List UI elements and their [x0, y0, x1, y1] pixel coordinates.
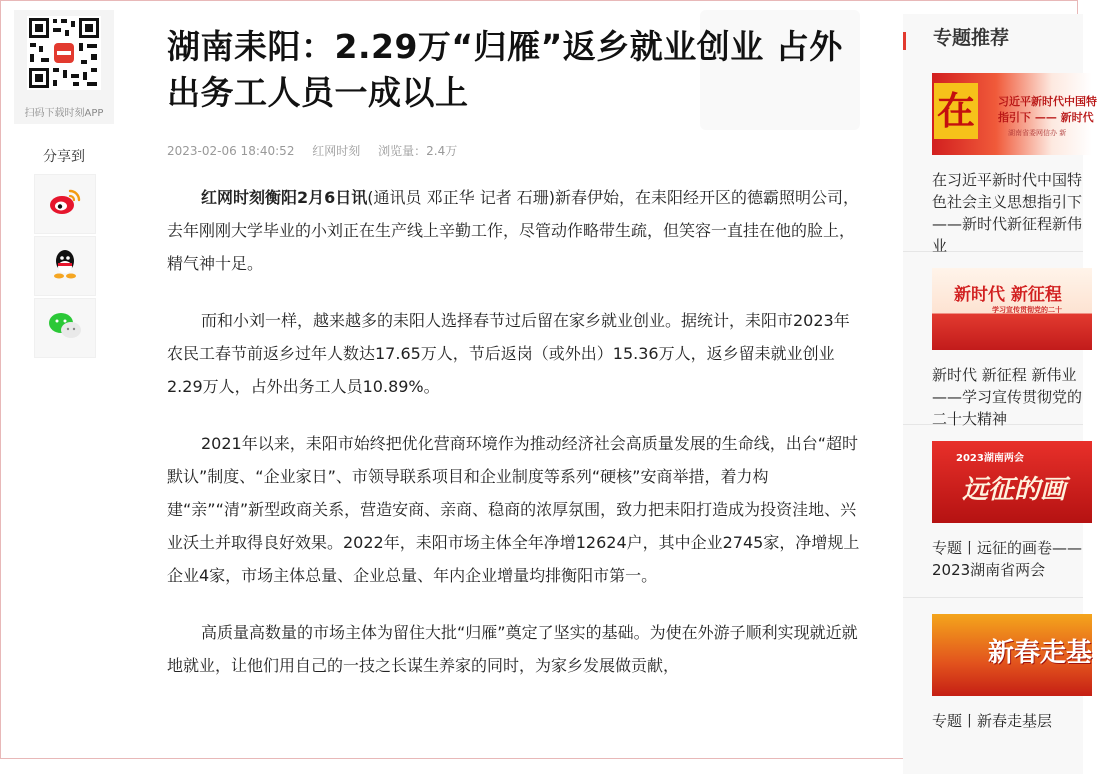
banner-text: 学习宣传贯彻党的二十 [992, 306, 1062, 314]
topic-banner-2 [932, 268, 1092, 350]
banner-text: 习近平新时代中国特 [998, 95, 1097, 108]
banner-text: 湖南省委网信办 新 [1008, 129, 1067, 137]
topic-banner-1 [932, 73, 1097, 155]
article-meta [167, 142, 861, 159]
banner-text: 在 [934, 83, 978, 139]
divider [903, 597, 1083, 598]
banner-text: 远征的画 [962, 475, 1067, 505]
topic-card-3[interactable] [932, 441, 1083, 581]
article-title: 湖南耒阳：2.29万“归雁”返乡就业创业 占外出务工人员一成以上 [167, 27, 843, 112]
app-download-qr[interactable] [14, 10, 114, 124]
qq-icon [52, 249, 78, 283]
banner-text: 2023湖南两会 [956, 453, 1024, 464]
topic-caption-1: 在习近平新时代中国特色社会主义思想指引下——新时代新征程新伟业 [932, 171, 1083, 255]
paragraph-3: 2021年以来，耒阳市始终把优化营商环境作为推动经济社会高质量发展的生命线，出台“超时默认”制度、“企业家日”、市领导联系项目和企业制度等系列“硬核”安商举措，着力构建“亲”“清”新型政商关系，营造安商、亲商、稳商的浓厚氛围，致力把耒阳打造成为投资洼地、兴业沃土并取得良好效果。2022年，耒阳市场主体全年净增12624户，其中企业2745家，净增规上企业4家，市场主体总量、企业总量、年内企业增量均排衡阳市第一。 [167, 434, 860, 585]
article [167, 24, 861, 682]
share-wechat-button[interactable] [34, 298, 96, 358]
banner-text: 指引下 —— 新时代 [998, 111, 1094, 124]
topic-sidebar [903, 14, 1097, 774]
left-rail [14, 10, 114, 358]
paragraph-4: 高质量高数量的市场主体为留住大批“归雁”奠定了坚实的基础。为使在外游子顺利实现就近就地就业，让他们用自己的一技之长谋生养家的同时，为家乡发展做贡献， [167, 623, 858, 675]
share-label: 分享到 [43, 149, 85, 165]
sidebar-title: 专题推荐 [903, 14, 1083, 62]
paragraph-1 [167, 181, 861, 280]
source-link[interactable]: 红网时刻 [312, 144, 361, 158]
banner-text: 新春走基 [988, 638, 1093, 668]
topic-card-1[interactable] [932, 73, 1097, 255]
share-weibo-button[interactable] [34, 174, 96, 234]
paragraph-1-text: (通讯员 邓正华 记者 石珊)新春伊始，在耒阳经开区的德霸照明公司，去年刚刚大学毕业的小刘正在生产线上辛勤工作，尽管动作略带生疏，但笑容一直挂在他的脸上，精气神十足。 [167, 188, 860, 273]
topic-caption-2: 新时代 新征程 新伟业——学习宣传贯彻党的二十大精神 [932, 366, 1083, 428]
wechat-icon [48, 312, 82, 344]
publish-date: 2023-02-06 18:40:52 [167, 144, 295, 158]
divider [903, 251, 1083, 252]
qr-code [27, 16, 101, 90]
topic-caption-3: 专题丨远征的画卷——2023湖南省两会 [932, 539, 1083, 579]
weibo-icon [49, 188, 81, 220]
topic-card-4[interactable] [932, 614, 1093, 732]
banner-text: 新时代 新征程 [954, 285, 1062, 305]
qr-caption: 扫码下载时刻APP [24, 108, 104, 119]
topic-card-2[interactable] [932, 268, 1083, 428]
paragraph-2: 而和小刘一样，越来越多的耒阳人选择春节过后留在家乡就业创业。据统计，耒阳市2023年农民工春节前返乡过年人数达17.65万人，节后返岗（或外出）15.36万人，返乡留耒就业创业2.29万人，占外出务工人员10.89%。 [167, 311, 850, 396]
topic-caption-4: 专题丨新春走基层 [932, 712, 1053, 730]
share-qq-button[interactable] [34, 236, 96, 296]
topic-banner-3 [932, 441, 1092, 523]
dateline: 红网时刻衡阳2月6日讯 [201, 188, 368, 207]
topic-banner-4 [932, 614, 1092, 696]
view-count: 浏览量：2.4万 [378, 144, 458, 158]
